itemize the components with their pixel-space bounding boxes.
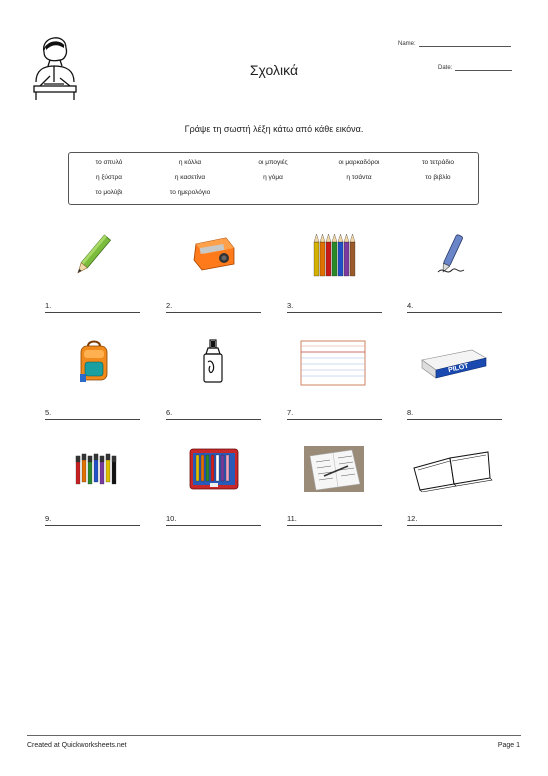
backpack-icon bbox=[78, 340, 110, 384]
word-bank-item: το ημερολόγιο bbox=[169, 189, 211, 196]
word-bank-item: το μολύβι bbox=[95, 189, 123, 196]
word-bank-item: το βιβλίο bbox=[425, 174, 451, 181]
answer-line[interactable] bbox=[287, 408, 382, 417]
answer-line[interactable] bbox=[45, 408, 140, 417]
exercise-number: 9. bbox=[45, 514, 52, 523]
date-field[interactable] bbox=[438, 65, 512, 71]
markers-icon bbox=[74, 452, 122, 488]
answer-line[interactable] bbox=[407, 408, 502, 417]
colored-pencils-icon bbox=[312, 232, 356, 278]
footer-credit: Created at Quickworksheets.net bbox=[27, 742, 127, 749]
exercise-number: 11. bbox=[287, 514, 297, 523]
answer-line[interactable] bbox=[166, 301, 261, 310]
word-bank-item: οι μαρκαδόροι bbox=[338, 159, 380, 166]
word-bank-item: το τετράδιο bbox=[421, 159, 455, 166]
exercise-number: 7. bbox=[287, 408, 294, 417]
word-bank bbox=[68, 152, 479, 205]
name-label: Name: bbox=[398, 41, 416, 47]
answer-line[interactable] bbox=[45, 301, 140, 310]
word-bank-item: το σπυλό bbox=[95, 159, 123, 166]
word-bank-item: η κόλλα bbox=[178, 159, 202, 166]
exercise-number: 5. bbox=[45, 408, 52, 417]
exercise-number: 2. bbox=[166, 301, 173, 310]
answer-line[interactable] bbox=[287, 514, 382, 523]
name-field[interactable] bbox=[398, 41, 511, 47]
exercise-number: 4. bbox=[407, 301, 414, 310]
answer-line[interactable] bbox=[45, 514, 140, 523]
word-bank-item: η γόμα bbox=[263, 174, 283, 181]
answer-line[interactable] bbox=[166, 408, 261, 417]
pen-icon bbox=[432, 234, 472, 278]
glue-bottle-icon bbox=[200, 338, 226, 386]
exercise-number: 3. bbox=[287, 301, 294, 310]
sharpener-icon bbox=[190, 234, 238, 274]
book-icon bbox=[410, 448, 494, 492]
notebook-icon bbox=[300, 340, 366, 386]
page-number: Page 1 bbox=[497, 742, 520, 749]
answer-line[interactable] bbox=[166, 514, 261, 523]
word-bank-item: οι μπογιές bbox=[258, 159, 288, 166]
date-label: Date: bbox=[438, 65, 453, 71]
exercise-number: 12. bbox=[407, 514, 418, 523]
exercise-number: 8. bbox=[407, 408, 414, 417]
eraser-icon bbox=[418, 346, 490, 380]
pencil-icon bbox=[72, 232, 112, 280]
diary-icon bbox=[304, 446, 364, 492]
answer-line[interactable] bbox=[407, 301, 502, 310]
word-bank-item: η κασετίνα bbox=[174, 174, 206, 181]
exercise-number: 1. bbox=[45, 301, 52, 310]
pencil-case-icon bbox=[188, 445, 240, 493]
answer-line[interactable] bbox=[287, 301, 382, 310]
exercise-number: 6. bbox=[166, 408, 173, 417]
eraser-brand: PILOT bbox=[447, 362, 470, 375]
instructions: Γράψε τη σωστή λέξη κάτω από κάθε εικόνα. bbox=[184, 124, 364, 134]
word-bank-item: η ξύστρα bbox=[96, 174, 122, 181]
word-bank-item: η τσάντα bbox=[346, 174, 372, 181]
page-title: Σχολικά bbox=[249, 62, 299, 78]
answer-line[interactable] bbox=[407, 514, 502, 523]
exercise-number: 10. bbox=[166, 514, 177, 523]
footer-divider bbox=[27, 735, 521, 736]
